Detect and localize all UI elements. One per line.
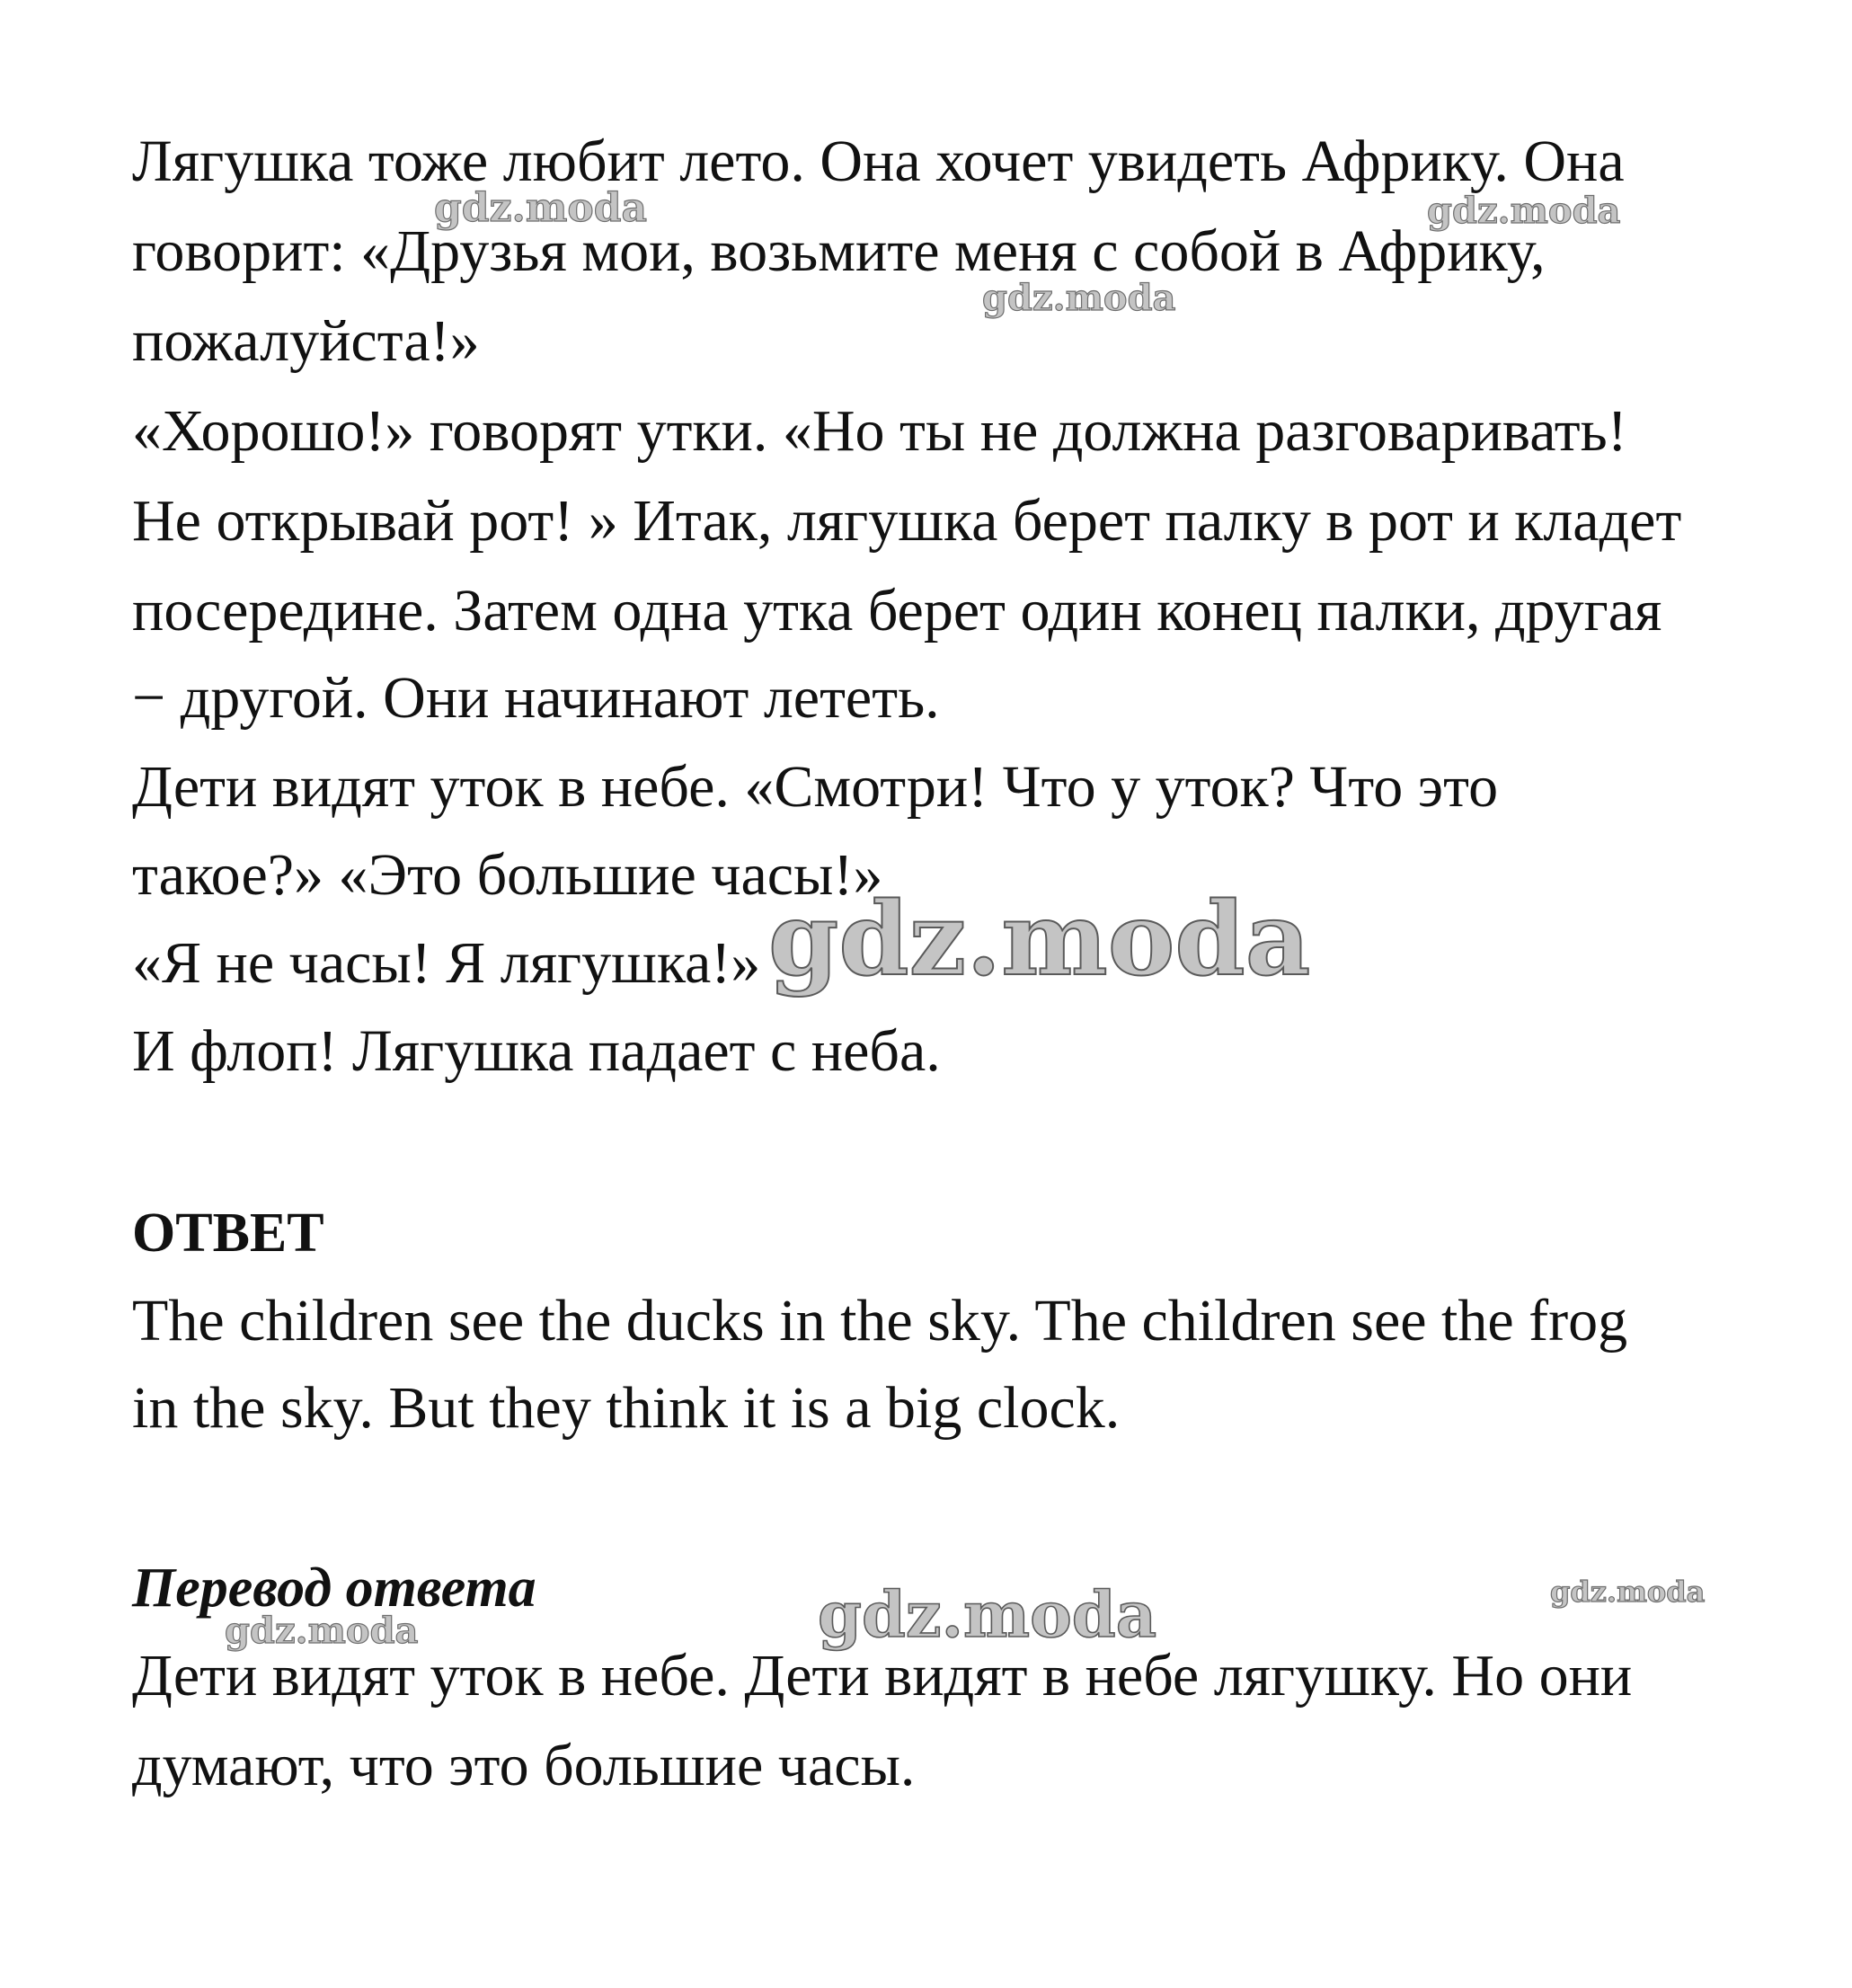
watermark-4: gdz.moda xyxy=(768,881,1311,998)
translation-heading: Перевод ответа xyxy=(132,1558,536,1619)
story-line-4: «Хорошо!» говорят утки. «Но ты не должна разговаривать! xyxy=(132,398,1627,464)
translation-line-2: думают, что это большие часы. xyxy=(132,1733,916,1798)
watermark-7: gdz.moda xyxy=(1550,1575,1706,1609)
answer-heading: ОТВЕТ xyxy=(132,1203,324,1264)
story-line-7: − другой. Они начинают лететь. xyxy=(132,665,940,731)
watermark-6: gdz.moda xyxy=(225,1610,419,1652)
story-line-6: посередине. Затем одна утка берет один конец палки, другая xyxy=(132,578,1662,643)
story-line-9: такое?» «Это большие часы!» xyxy=(132,842,883,908)
story-line-1: Лягушка тоже любит лето. Она хочет увидеть Африку. Она xyxy=(132,129,1625,194)
story-line-10: «Я не часы! Я лягушка!» xyxy=(132,930,761,996)
story-line-3: пожалуйста!» xyxy=(132,308,480,374)
answer-line-1: The children see the ducks in the sky. The children see the frog xyxy=(132,1288,1628,1353)
watermark-3: gdz.moda xyxy=(982,277,1176,319)
watermark-5: gdz.moda xyxy=(818,1577,1157,1652)
watermark-1: gdz.moda xyxy=(434,185,648,231)
story-line-8: Дети видят уток в небе. «Смотри! Что у уток? Что это xyxy=(132,754,1499,820)
story-line-11: И флоп! Лягушка падает с неба. xyxy=(132,1018,941,1084)
translation-line-1: Дети видят уток в небе. Дети видят в небе лягушку. Но они xyxy=(132,1643,1633,1708)
story-line-5: Не открывай рот! » Итак, лягушка берет палку в рот и кладет xyxy=(132,488,1682,554)
watermark-2: gdz.moda xyxy=(1427,190,1621,232)
story-line-2: говорит: «Друзья мои, возьмите меня с собой в Африку, xyxy=(132,218,1546,284)
answer-line-2: in the sky. But they think it is a big clock. xyxy=(132,1375,1121,1441)
